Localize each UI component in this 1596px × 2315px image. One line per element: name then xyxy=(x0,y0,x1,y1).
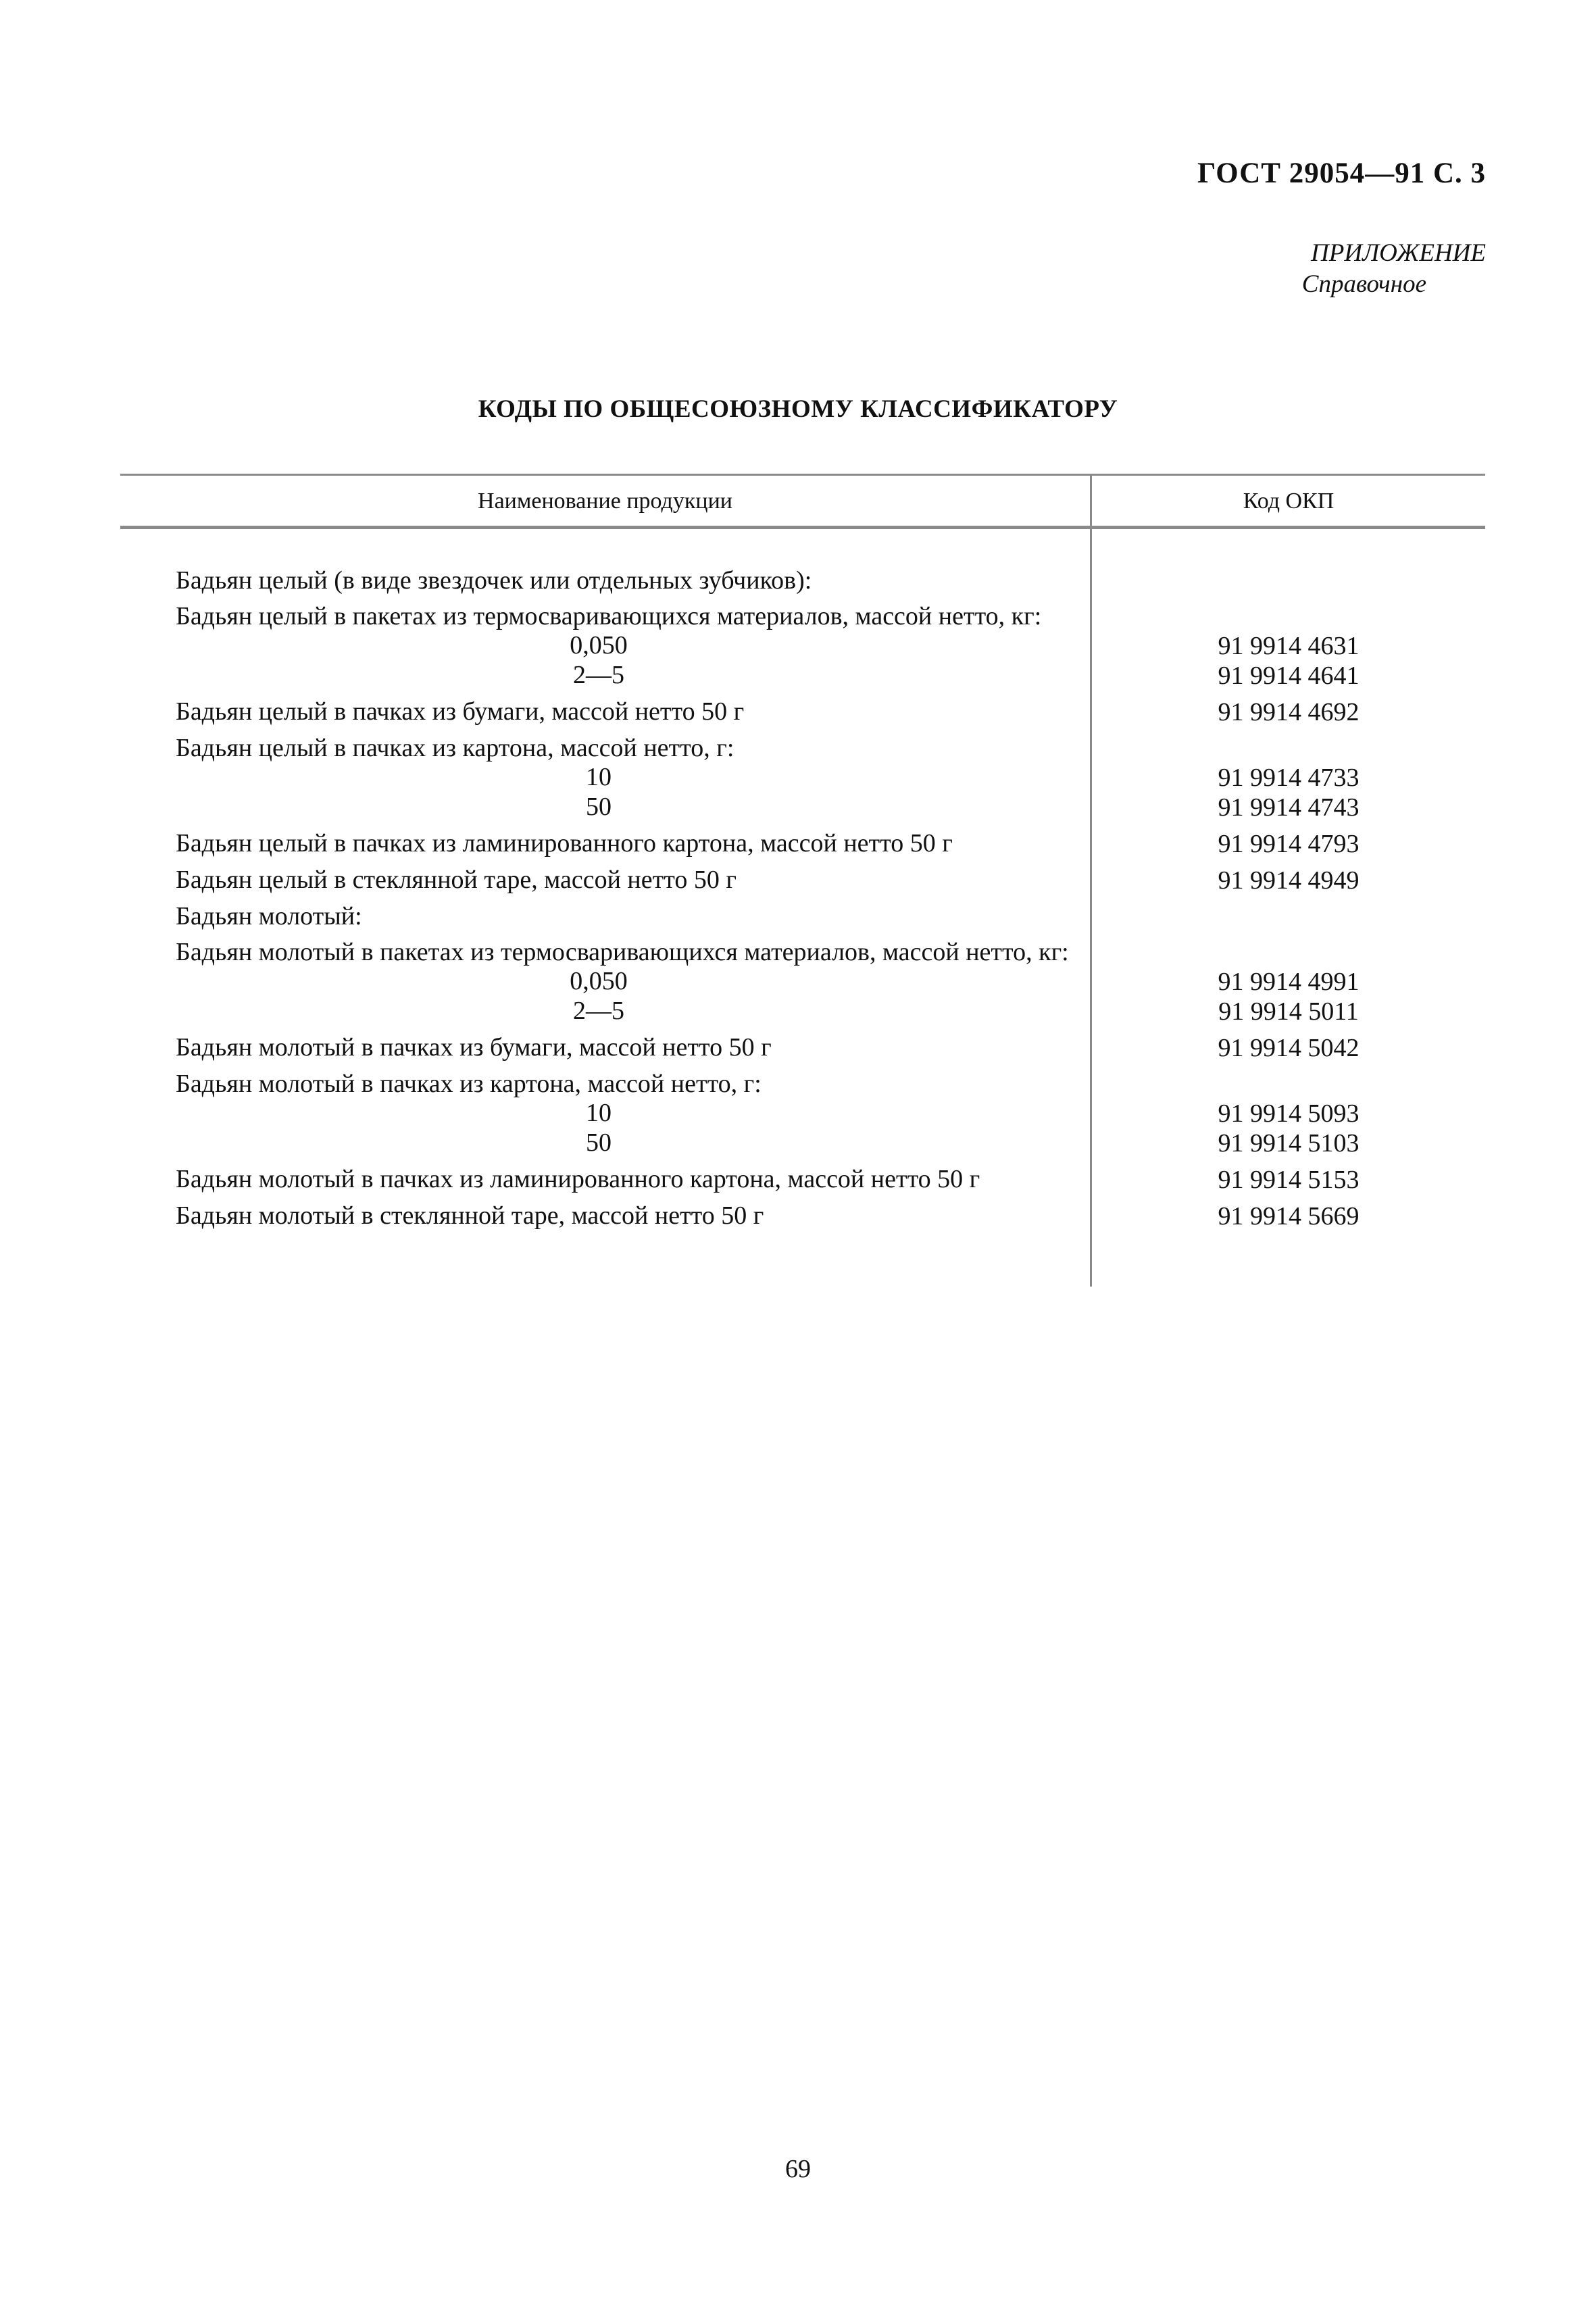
okp-code: 91 9914 4733 xyxy=(1218,764,1360,792)
okp-code: 91 9914 5093 xyxy=(1218,1099,1360,1128)
okp-code: 91 9914 4743 xyxy=(1218,793,1360,822)
okp-code: 91 9914 5103 xyxy=(1218,1129,1360,1158)
okp-code: 91 9914 5153 xyxy=(1218,1166,1360,1194)
column-header-name: Наименование продукции xyxy=(478,489,732,514)
mass-value: 10 xyxy=(586,763,612,791)
product-name: Бадьян молотый в стеклянной таре, массой нетто 50 г xyxy=(176,1201,764,1230)
table-row xyxy=(120,1128,1485,1158)
table-row xyxy=(120,566,1485,595)
okp-code: 91 9914 4793 xyxy=(1218,830,1360,858)
okp-code: 91 9914 4991 xyxy=(1218,968,1360,996)
product-mass xyxy=(120,763,1077,793)
table-row xyxy=(120,938,1485,967)
table-row xyxy=(120,1070,1485,1099)
page-number: 69 xyxy=(785,2155,811,2183)
table-row xyxy=(120,1033,1485,1063)
product-name: Бадьян целый в пакетах из термосваривающихся материалов, массой нетто, кг: xyxy=(176,602,1042,630)
product-name: Бадьян молотый: xyxy=(176,902,362,930)
table-top-rule xyxy=(120,474,1485,476)
page-title: КОДЫ ПО ОБЩЕСОЮЗНОМУ КЛАССИФИКАТОРУ xyxy=(478,395,1118,423)
table-row xyxy=(120,1099,1485,1128)
product-mass xyxy=(120,1128,1077,1158)
table-row xyxy=(120,1165,1485,1195)
mass-value: 2—5 xyxy=(573,661,624,689)
okp-code: 91 9914 4949 xyxy=(1218,866,1360,895)
okp-code: 91 9914 5042 xyxy=(1218,1034,1360,1062)
table-row xyxy=(120,661,1485,691)
product-name: Бадьян целый в пачках из бумаги, массой нетто 50 г xyxy=(176,697,745,726)
table-header-rule xyxy=(120,526,1485,529)
product-name: Бадьян молотый в пакетах из термосваривающихся материалов, массой нетто, кг: xyxy=(176,938,1069,966)
okp-code: 91 9914 4641 xyxy=(1218,662,1360,690)
product-mass xyxy=(120,661,1077,691)
okp-code xyxy=(1092,602,1485,631)
product-mass xyxy=(120,793,1077,822)
okp-code xyxy=(1092,1070,1485,1099)
product-mass xyxy=(120,1099,1077,1128)
okp-code: 91 9914 5011 xyxy=(1218,997,1359,1026)
appendix-block xyxy=(1216,238,1486,300)
mass-value: 2—5 xyxy=(573,997,624,1025)
column-header-code: Код ОКП xyxy=(1243,489,1335,514)
appendix-type: Справочное xyxy=(1301,270,1426,298)
table-row xyxy=(120,902,1485,931)
okp-code xyxy=(1092,734,1485,763)
table-row xyxy=(120,997,1485,1026)
mass-value: 50 xyxy=(586,793,612,821)
table-row xyxy=(120,697,1485,727)
okp-code: 91 9914 4692 xyxy=(1218,698,1360,726)
product-name: Бадьян целый в пачках из ламинированного картона, массой нетто 50 г xyxy=(176,829,953,857)
product-name: Бадьян молотый в пачках из бумаги, массой нетто 50 г xyxy=(176,1033,772,1062)
table-row xyxy=(120,793,1485,822)
document-code: ГОСТ 29054—91 С. 3 xyxy=(1197,157,1486,189)
product-name: Бадьян молотый в пачках из картона, массой нетто, г: xyxy=(176,1070,762,1098)
product-mass xyxy=(120,997,1077,1026)
mass-value: 10 xyxy=(586,1099,612,1127)
table-row xyxy=(120,1201,1485,1231)
product-name: Бадьян целый в пачках из картона, массой нетто, г: xyxy=(176,734,734,762)
table-row xyxy=(120,763,1485,793)
product-name: Бадьян целый (в виде звездочек или отдельных зубчиков): xyxy=(176,566,812,595)
product-name: Бадьян молотый в пачках из ламинированного картона, массой нетто 50 г xyxy=(176,1165,980,1193)
table-row xyxy=(120,829,1485,859)
mass-value: 0,050 xyxy=(570,967,628,995)
table-row xyxy=(120,866,1485,895)
okp-code: 91 9914 4631 xyxy=(1218,632,1360,660)
product-name: Бадьян целый в стеклянной таре, массой нетто 50 г xyxy=(176,866,737,894)
okp-code xyxy=(1092,938,1485,967)
table-body xyxy=(120,566,1485,1231)
product-mass xyxy=(120,967,1077,997)
mass-value: 50 xyxy=(586,1128,612,1157)
okp-code xyxy=(1092,566,1485,595)
okp-code: 91 9914 5669 xyxy=(1218,1202,1360,1230)
table-row xyxy=(120,967,1485,997)
mass-value: 0,050 xyxy=(570,631,628,659)
appendix-label: ПРИЛОЖЕНИЕ xyxy=(1311,239,1486,267)
okp-code xyxy=(1092,902,1485,931)
table-row xyxy=(120,734,1485,763)
table-row xyxy=(120,631,1485,661)
product-mass xyxy=(120,631,1077,661)
table-row xyxy=(120,602,1485,631)
